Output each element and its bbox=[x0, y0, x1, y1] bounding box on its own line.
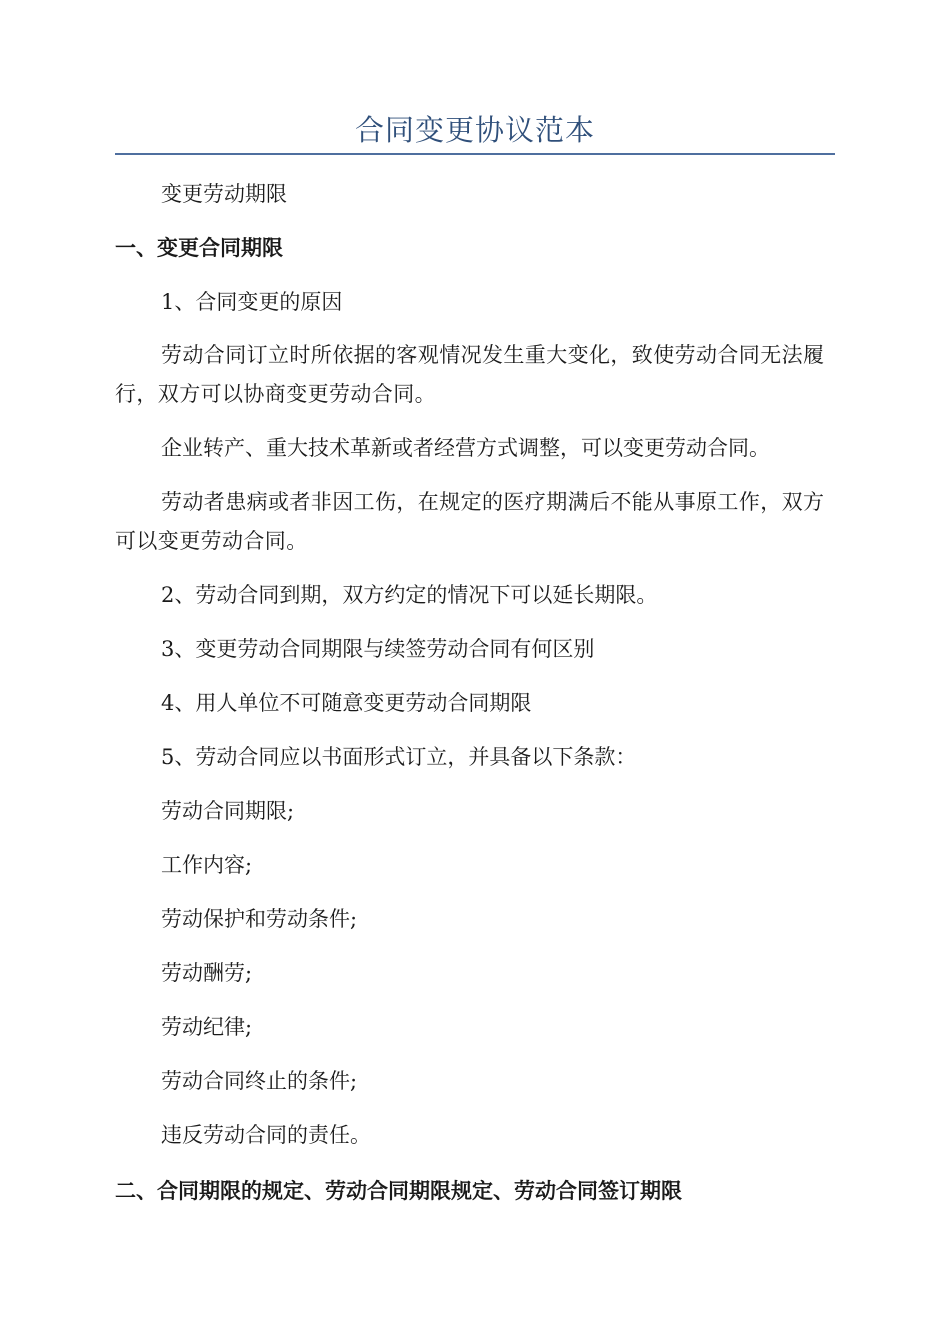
title-underline bbox=[115, 153, 835, 155]
clause-item: 劳动纪律; bbox=[161, 1015, 253, 1039]
clause-item: 劳动合同终止的条件; bbox=[161, 1069, 358, 1093]
list-item-5: 5、劳动合同应以书面形式订立，并具备以下条款： bbox=[161, 745, 637, 769]
paragraph-1: 劳动合同订立时所依据的客观情况发生重大变化，致使劳动合同无法履行，双方可以协商变更劳动合同。 bbox=[115, 343, 825, 406]
section-heading-2: 二、合同期限的规定、劳动合同期限规定、劳动合同签订期限 bbox=[115, 1179, 682, 1203]
clause-item: 劳动合同期限; bbox=[161, 799, 295, 823]
paragraph-2: 企业转产、重大技术革新或者经营方式调整，可以变更劳动合同。 bbox=[161, 436, 770, 460]
list-item-4: 4、用人单位不可随意变更劳动合同期限 bbox=[161, 691, 532, 715]
section-heading-1: 一、变更合同期限 bbox=[115, 236, 283, 260]
clause-item: 工作内容; bbox=[161, 853, 253, 877]
clause-item: 违反劳动合同的责任。 bbox=[161, 1123, 371, 1147]
paragraph-3: 劳动者患病或者非因工伤，在规定的医疗期满后不能从事原工作，双方可以变更劳动合同。 bbox=[115, 490, 825, 553]
list-item-1: 1、合同变更的原因 bbox=[161, 290, 343, 314]
document-subtitle: 变更劳动期限 bbox=[161, 182, 287, 206]
clause-item: 劳动保护和劳动条件; bbox=[161, 907, 358, 931]
document-title: 合同变更协议范本 bbox=[354, 113, 595, 147]
list-item-2: 2、劳动合同到期，双方约定的情况下可以延长期限。 bbox=[161, 583, 658, 607]
clause-item: 劳动酬劳; bbox=[161, 961, 253, 985]
list-item-3: 3、变更劳动合同期限与续签劳动合同有何区别 bbox=[161, 637, 595, 661]
